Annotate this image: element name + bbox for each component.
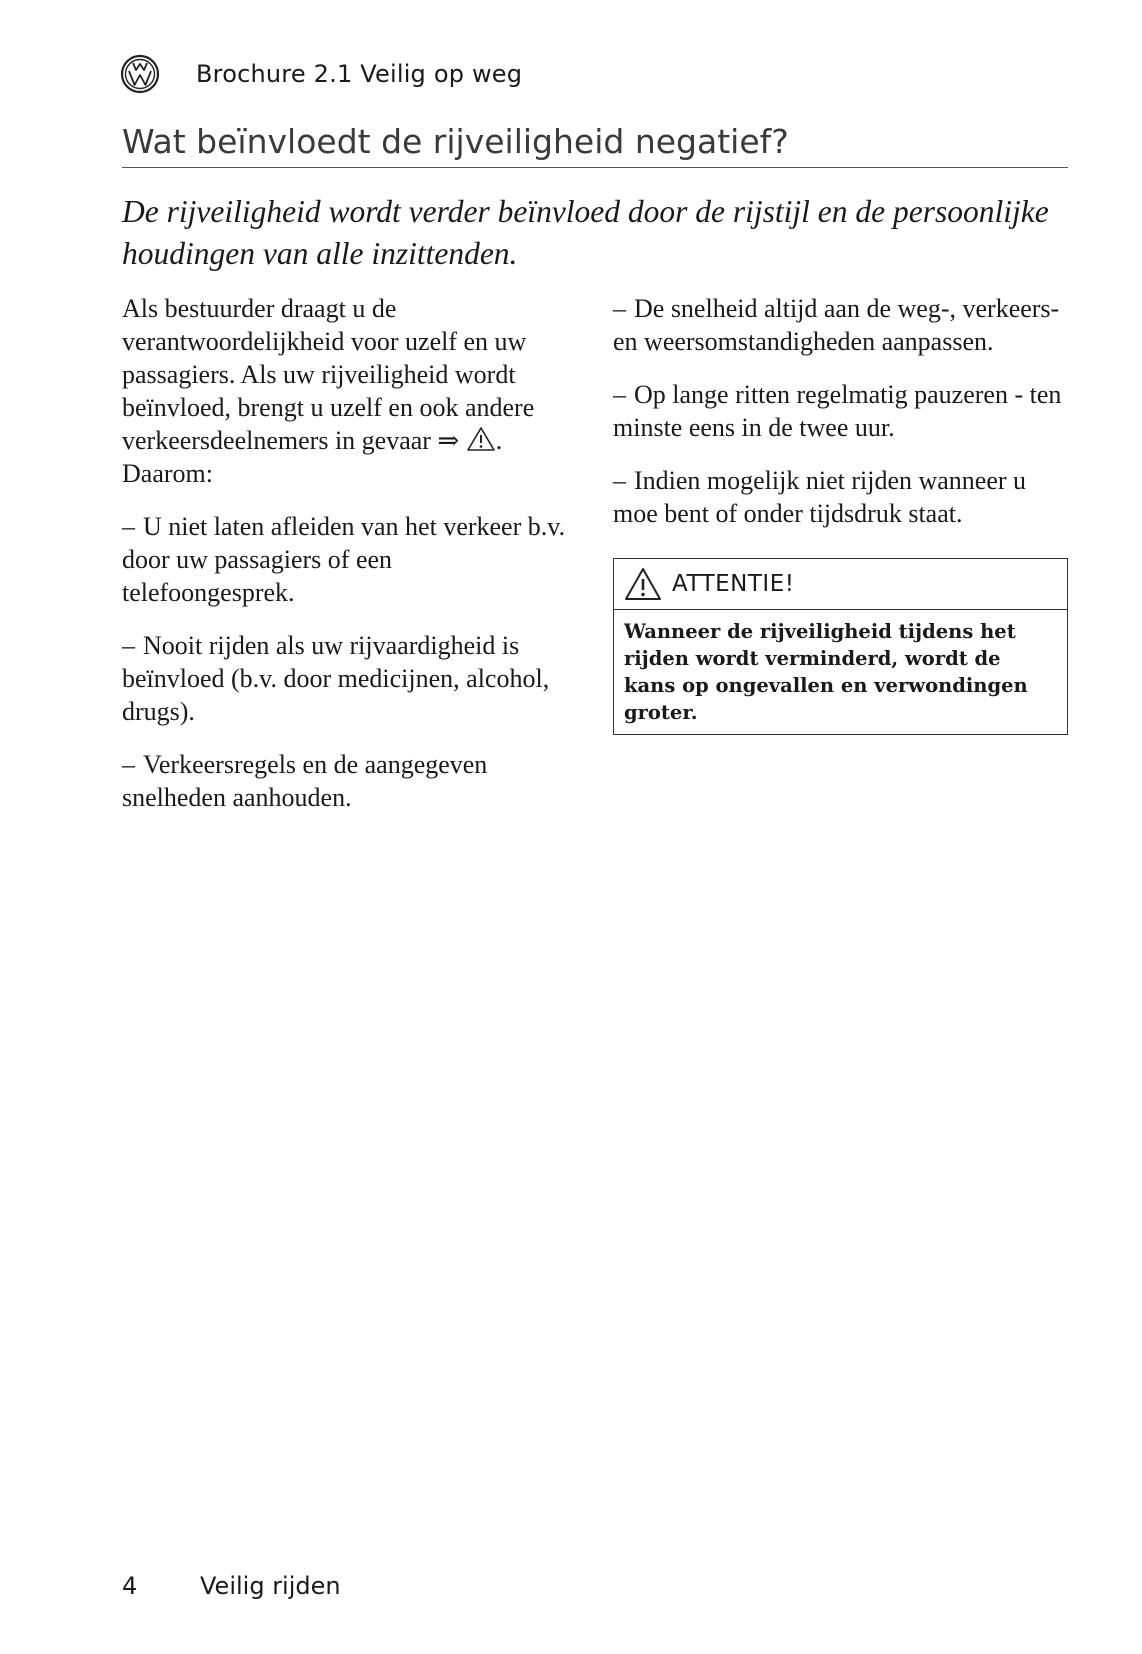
vw-logo-icon: [120, 54, 160, 94]
dash: –: [122, 631, 135, 660]
warning-header: [614, 559, 1067, 610]
warning-triangle-icon: [624, 567, 662, 601]
list-item: [122, 510, 570, 609]
list-item-text: U niet laten afleiden van het verkeer b.v. door uw passagiers of een telefoongesprek.: [122, 512, 566, 607]
page-number: 4: [122, 1572, 138, 1600]
warning-box: [613, 558, 1068, 735]
dash: –: [613, 466, 626, 495]
dash: –: [122, 750, 135, 779]
right-column: [613, 292, 1068, 735]
left-column: [122, 292, 570, 834]
list-item: [122, 748, 570, 814]
list-item: [613, 292, 1068, 358]
page-footer: [122, 1572, 341, 1600]
list-item-text: De snelheid altijd aan de weg-, verkeers- en weersomstandigheden aanpassen.: [613, 294, 1060, 356]
list-item: [122, 629, 570, 728]
intro-paragraph: [122, 292, 570, 490]
list-item-text: Op lange ritten regelmatig pauzeren - ten minste eens in de twee uur.: [613, 380, 1062, 442]
dash: –: [613, 294, 626, 323]
list-item-text: Indien mogelijk niet rijden wanneer u moe bent of onder tijdsdruk staat.: [613, 466, 1027, 528]
dash: –: [613, 380, 626, 409]
warning-triangle-icon: [466, 426, 496, 452]
page-title: Wat beïnvloedt de rijveiligheid negatief?: [122, 122, 1068, 168]
list-item: [613, 378, 1068, 444]
list-item: [613, 464, 1068, 530]
page-header: [120, 54, 522, 94]
intro-text: Als bestuurder draagt u de verantwoordelijkheid voor uzelf en uw passagiers. Als uw rijveiligheid wordt beïnvloed, brengt u uzelf en ook andere verkeersdeelnemers in gevaar ⇒: [122, 294, 535, 455]
brochure-title: Brochure 2.1 Veilig op weg: [196, 60, 523, 88]
warning-title: ATTENTIE!: [672, 570, 795, 597]
intro-text-end: . Daarom:: [122, 426, 503, 488]
warning-text: Wanneer de rijveiligheid tijdens het rijden wordt verminderd, wordt de kans op ongevallen en verwondingen groter.: [624, 620, 1028, 724]
dash: –: [122, 512, 135, 541]
lead-paragraph: De rijveiligheid wordt verder beïnvloed door de rijstijl en de persoonlijke houdingen van alle inzittenden.: [122, 194, 1049, 271]
list-item-text: Nooit rijden als uw rijvaardigheid is beïnvloed (b.v. door medicijnen, alcohol, drugs).: [122, 631, 550, 726]
footer-section: Veilig rijden: [200, 1572, 341, 1600]
list-item-text: Verkeersregels en de aangegeven snelheden aanhouden.: [122, 750, 488, 812]
